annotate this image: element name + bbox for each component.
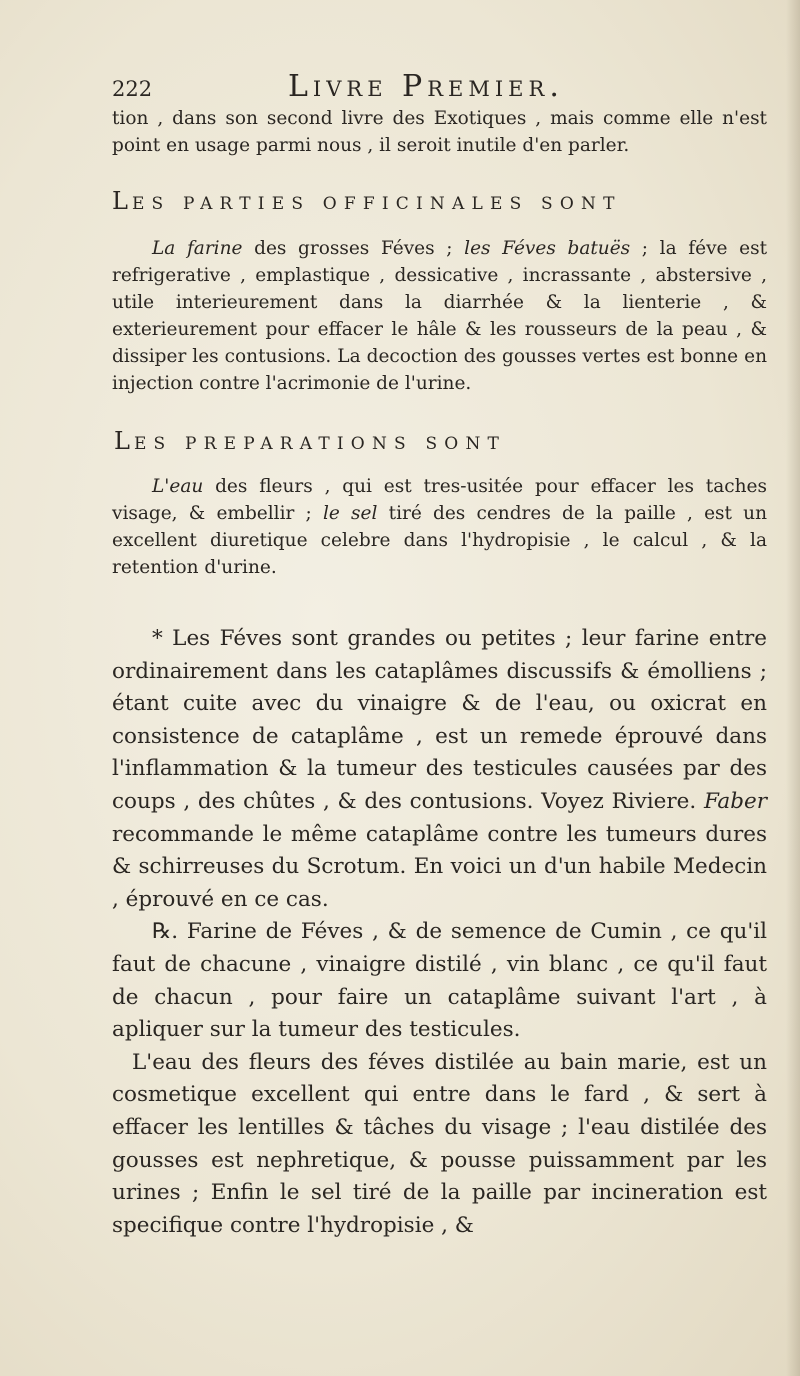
feves-batues-label: les Féves batuës	[464, 238, 631, 259]
page-number: 222	[112, 77, 153, 101]
commentary-p1-b: recommande le même cataplâme contre les tumeurs dures & schirreuses du Scrotum. En voici un d'un habile Medecin , éprouvé en ce cas.	[112, 821, 767, 912]
officinales-text-b: ; la féve est refrigerative , emplastique , dessicative , incrassante , abstersive , utile interieurement dans la diarrhée & la lienterie , & exterieurement pour effacer le hâle & les rousseurs de la peau , & dissiper les contusions. La decoction des gousses vertes est bonne en injection contre l'acrimonie de l'urine.	[112, 238, 768, 394]
text-block	[112, 70, 767, 1242]
officinales-heading-text: ES PARTIES OFFICINALES SONT	[131, 194, 622, 214]
preparations-paragraph	[112, 473, 767, 581]
preparations-heading-initial: L	[114, 427, 134, 455]
eau-label: L'eau	[152, 476, 204, 497]
officinales-paragraph	[112, 235, 767, 397]
commentary-p1-a: * Les Féves sont grandes ou petites ; leur farine entre ordinairement dans les cataplâmes discussifs & émolliens ; étant cuite avec du vinaigre & de l'eau, ou oxicrat en consistence de cataplâme , est un remede éprouvé dans l'inflammation & la tumeur des testicules causées par des coups , des chûtes , & des contusions. Voyez Riviere.	[112, 626, 767, 814]
commentary-paragraph-3: L'eau des fleurs des féves distilée au bain marie, est un cosmetique excellent qui entre dans le fard , & sert à effacer les lentilles & tâches du visage ; l'eau distilée des gousses est nephretique, & pousse puissamment par les urines ; Enfin le sel tiré de la paille par incineration est specifique contre l'hydropisie , &	[112, 1049, 767, 1238]
commentary-paragraph-2: ℞. Farine de Féves , & de semence de Cumin , ce qu'il faut de chacune , vinaigre distilé , vin blanc , ce qu'il faut de chacun , pour faire un cataplâme suivant l'art , à apliquer sur la tumeur des testicules.	[112, 919, 767, 1043]
farine-label: La farine	[152, 238, 243, 259]
preparations-text-b: tiré des cendres de la paille , est un excellent diuretique celebre dans l'hydropisie , le calcul , & la retention d'urine.	[112, 503, 767, 578]
commentary-paragraph-1	[112, 623, 767, 916]
running-title: Livre Premier.	[288, 69, 564, 104]
officinales-text-a: des grosses Féves ;	[242, 238, 465, 259]
officinales-heading-initial: L	[112, 187, 132, 215]
preparations-heading-text: ES PREPARATIONS SONT	[133, 434, 507, 454]
preparations-heading	[112, 427, 767, 455]
sel-label: le sel	[322, 503, 378, 524]
preparations-text-a: des fleurs , qui est tres-usitée pour effacer les taches visage, & embellir ;	[112, 476, 767, 524]
page-edge-shadow	[786, 0, 800, 1376]
officinales-heading	[112, 187, 767, 215]
faber-name: Faber	[703, 788, 767, 814]
intro-paragraph: tion , dans son second livre des Exotiques , mais comme elle n'est point en usage parmi nous , il seroit inutile d'en parler.	[112, 108, 767, 156]
running-header	[112, 70, 767, 104]
